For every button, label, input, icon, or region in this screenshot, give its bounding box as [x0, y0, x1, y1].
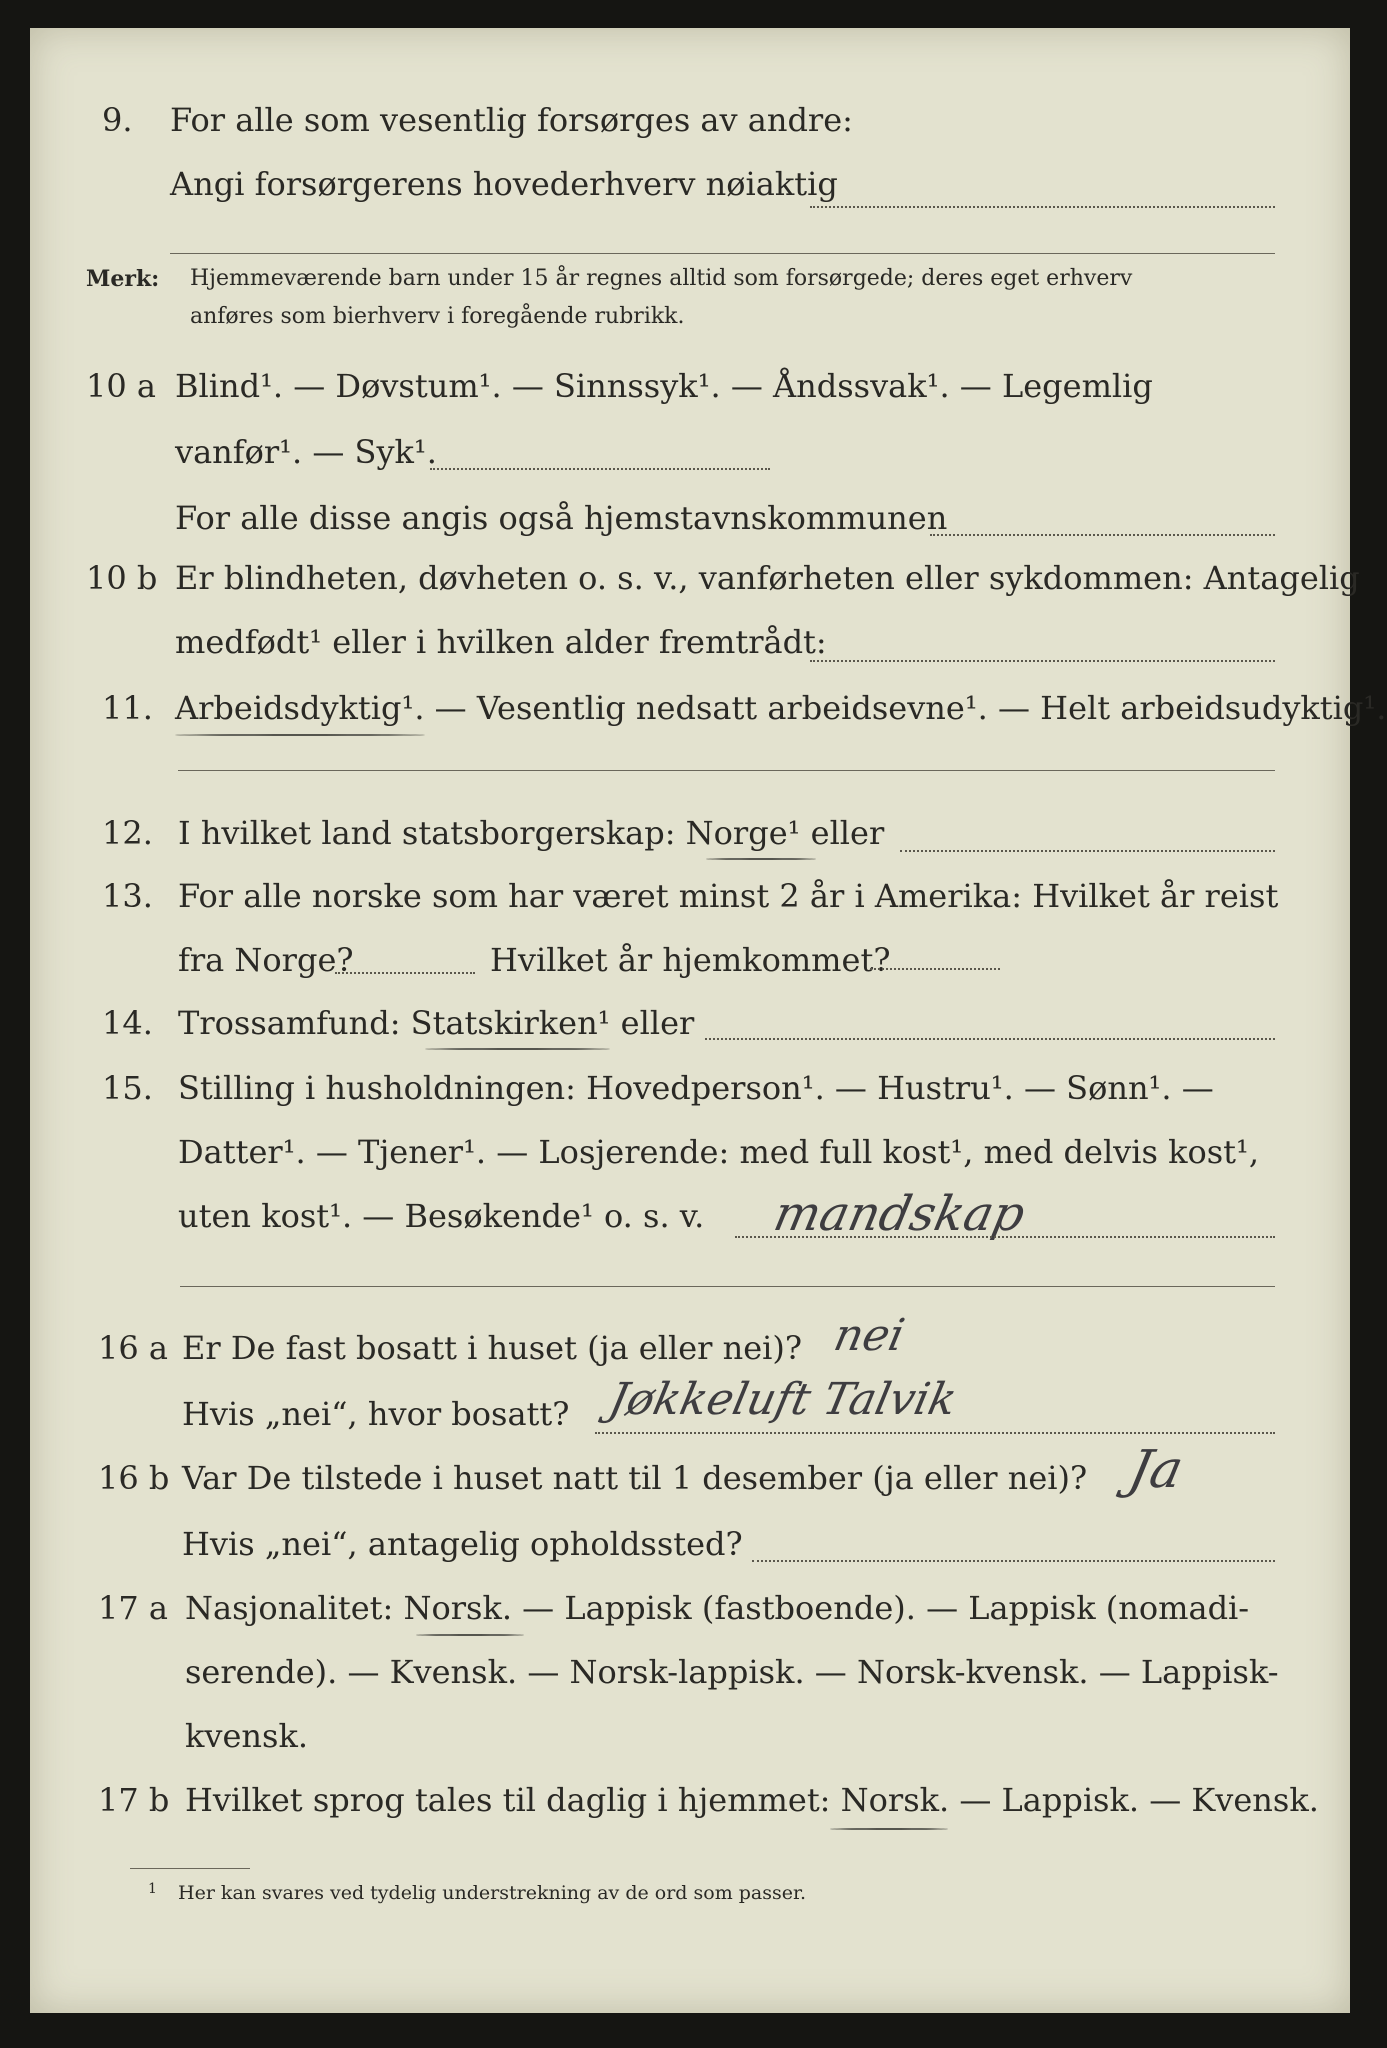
- q10b-text-2: medfødt¹ eller i hvilken alder fremtrådt:: [175, 623, 827, 661]
- q17b-underline-mark: [830, 1828, 948, 1830]
- q17a-text-3: kvensk.: [185, 1717, 308, 1755]
- q10a-text-1: Blind¹. — Døvstum¹. — Sinnssyk¹. — Åndssvak¹. — Legemlig: [175, 367, 1153, 405]
- q14-underline-mark: [425, 1048, 610, 1050]
- q13-number: 13.: [102, 877, 153, 915]
- q17a-number: 17 a: [98, 1589, 168, 1627]
- q16b-handwritten-answer-1: Ja: [1123, 1440, 1189, 1500]
- q10a-text-3: For alle disse angis også hjemstavnskommunen: [175, 499, 948, 537]
- merk-label: Merk:: [86, 266, 160, 292]
- q15-text-3: uten kost¹. — Besøkende¹ o. s. v.: [178, 1197, 705, 1235]
- q17b-text-1: Hvilket sprog tales til daglig i hjemmet: Norsk. — Lappisk. — Kvensk.: [185, 1781, 1319, 1819]
- q16a-text-1: Er De fast bosatt i huset (ja eller nei)?: [182, 1329, 803, 1367]
- q17a-underline-mark: [416, 1634, 524, 1636]
- q15-text-1: Stilling i husholdningen: Hovedperson¹. — Hustru¹. — Sønn¹. —: [178, 1069, 1214, 1107]
- q16a-handwritten-answer-2: Jøkkeluft Talvik: [604, 1374, 962, 1425]
- q15-answer-line-2[interactable]: [180, 1286, 1275, 1287]
- q17b-number: 17 b: [98, 1781, 170, 1819]
- q10b-answer-field[interactable]: [810, 660, 1275, 662]
- q16b-number: 16 b: [98, 1459, 170, 1497]
- q16a-number: 16 a: [98, 1329, 168, 1367]
- q16a-text-2: Hvis „nei“, hvor bosatt?: [182, 1395, 570, 1433]
- q15-handwritten-answer: mandskap: [769, 1186, 1030, 1242]
- q16a-handwritten-answer-1: nei: [829, 1310, 909, 1361]
- q13-text-2a: fra Norge?: [178, 941, 354, 979]
- q12-number: 12.: [102, 814, 153, 852]
- q11-underline-mark: [175, 734, 425, 736]
- q12-answer-field[interactable]: [900, 850, 1275, 852]
- q10a-hometown-field[interactable]: [930, 534, 1275, 536]
- footnote-rule: [130, 1868, 250, 1869]
- q17a-text-1: Nasjonalitet: Norsk. — Lappisk (fastboende). — Lappisk (nomadi-: [185, 1589, 1250, 1627]
- q9-answer-line-2[interactable]: [170, 253, 1275, 254]
- q13-year-returned-field[interactable]: [870, 968, 1000, 970]
- q15-number: 15.: [102, 1069, 153, 1107]
- q14-number: 14.: [102, 1004, 153, 1042]
- q10b-number: 10 b: [86, 559, 158, 597]
- q14-text-1: Trossamfund: Statskirken¹ eller: [178, 1004, 695, 1042]
- q13-year-left-field[interactable]: [335, 972, 475, 974]
- census-form-page: [30, 28, 1387, 2013]
- q13-text-2b: Hvilket år hjemkommet?: [490, 941, 891, 979]
- q9-text-1: For alle som vesentlig forsørges av andre:: [170, 101, 853, 139]
- q10a-text-2: vanfør¹. — Syk¹.: [175, 433, 437, 471]
- q15-answer-field[interactable]: [735, 1236, 1275, 1238]
- q15-text-2: Datter¹. — Tjener¹. — Losjerende: med full kost¹, med delvis kost¹,: [178, 1133, 1260, 1171]
- q11-answer-line[interactable]: [178, 770, 1275, 771]
- q17a-text-2: serende). — Kvensk. — Norsk-lappisk. — Norsk-kvensk. — Lappisk-: [185, 1653, 1279, 1691]
- q16b-text-1: Var De tilstede i huset natt til 1 desember (ja eller nei)?: [182, 1459, 1088, 1497]
- q9-text-2: Angi forsørgerens hovederhverv nøiaktig: [170, 165, 838, 203]
- merk-text-2: anføres som bierhverv i foregående rubrikk.: [190, 304, 685, 329]
- q12-underline-mark: [706, 858, 816, 860]
- q16a-residence-field[interactable]: [595, 1432, 1275, 1434]
- q16b-text-2: Hvis „nei“, antagelig opholdssted?: [182, 1525, 743, 1563]
- q13-text-1: For alle norske som har været minst 2 år i Amerika: Hvilket år reist: [178, 877, 1279, 915]
- q10b-text-1: Er blindheten, døvheten o. s. v., vanførheten eller sykdommen: Antagelig: [175, 559, 1360, 597]
- q11-number: 11.: [102, 689, 153, 727]
- q12-text-1: I hvilket land statsborgerskap: Norge¹ eller: [178, 814, 885, 852]
- q10a-number: 10 a: [86, 367, 156, 405]
- merk-text-1: Hjemmeværende barn under 15 år regnes alltid som forsørgede; deres eget erhverv: [190, 266, 1133, 291]
- q11-text-1: Arbeidsdyktig¹. — Vesentlig nedsatt arbeidsevne¹. — Helt arbeidsudyktig¹.: [175, 689, 1387, 727]
- q16b-whereabouts-field[interactable]: [752, 1560, 1275, 1562]
- footnote-mark: 1: [148, 1881, 157, 1897]
- q10a-answer-field[interactable]: [430, 468, 770, 470]
- q9-number: 9.: [102, 101, 133, 139]
- footnote-text: Her kan svares ved tydelig understrekning av de ord som passer.: [178, 1882, 807, 1904]
- q9-answer-field[interactable]: [810, 206, 1275, 208]
- q14-answer-field[interactable]: [705, 1038, 1275, 1040]
